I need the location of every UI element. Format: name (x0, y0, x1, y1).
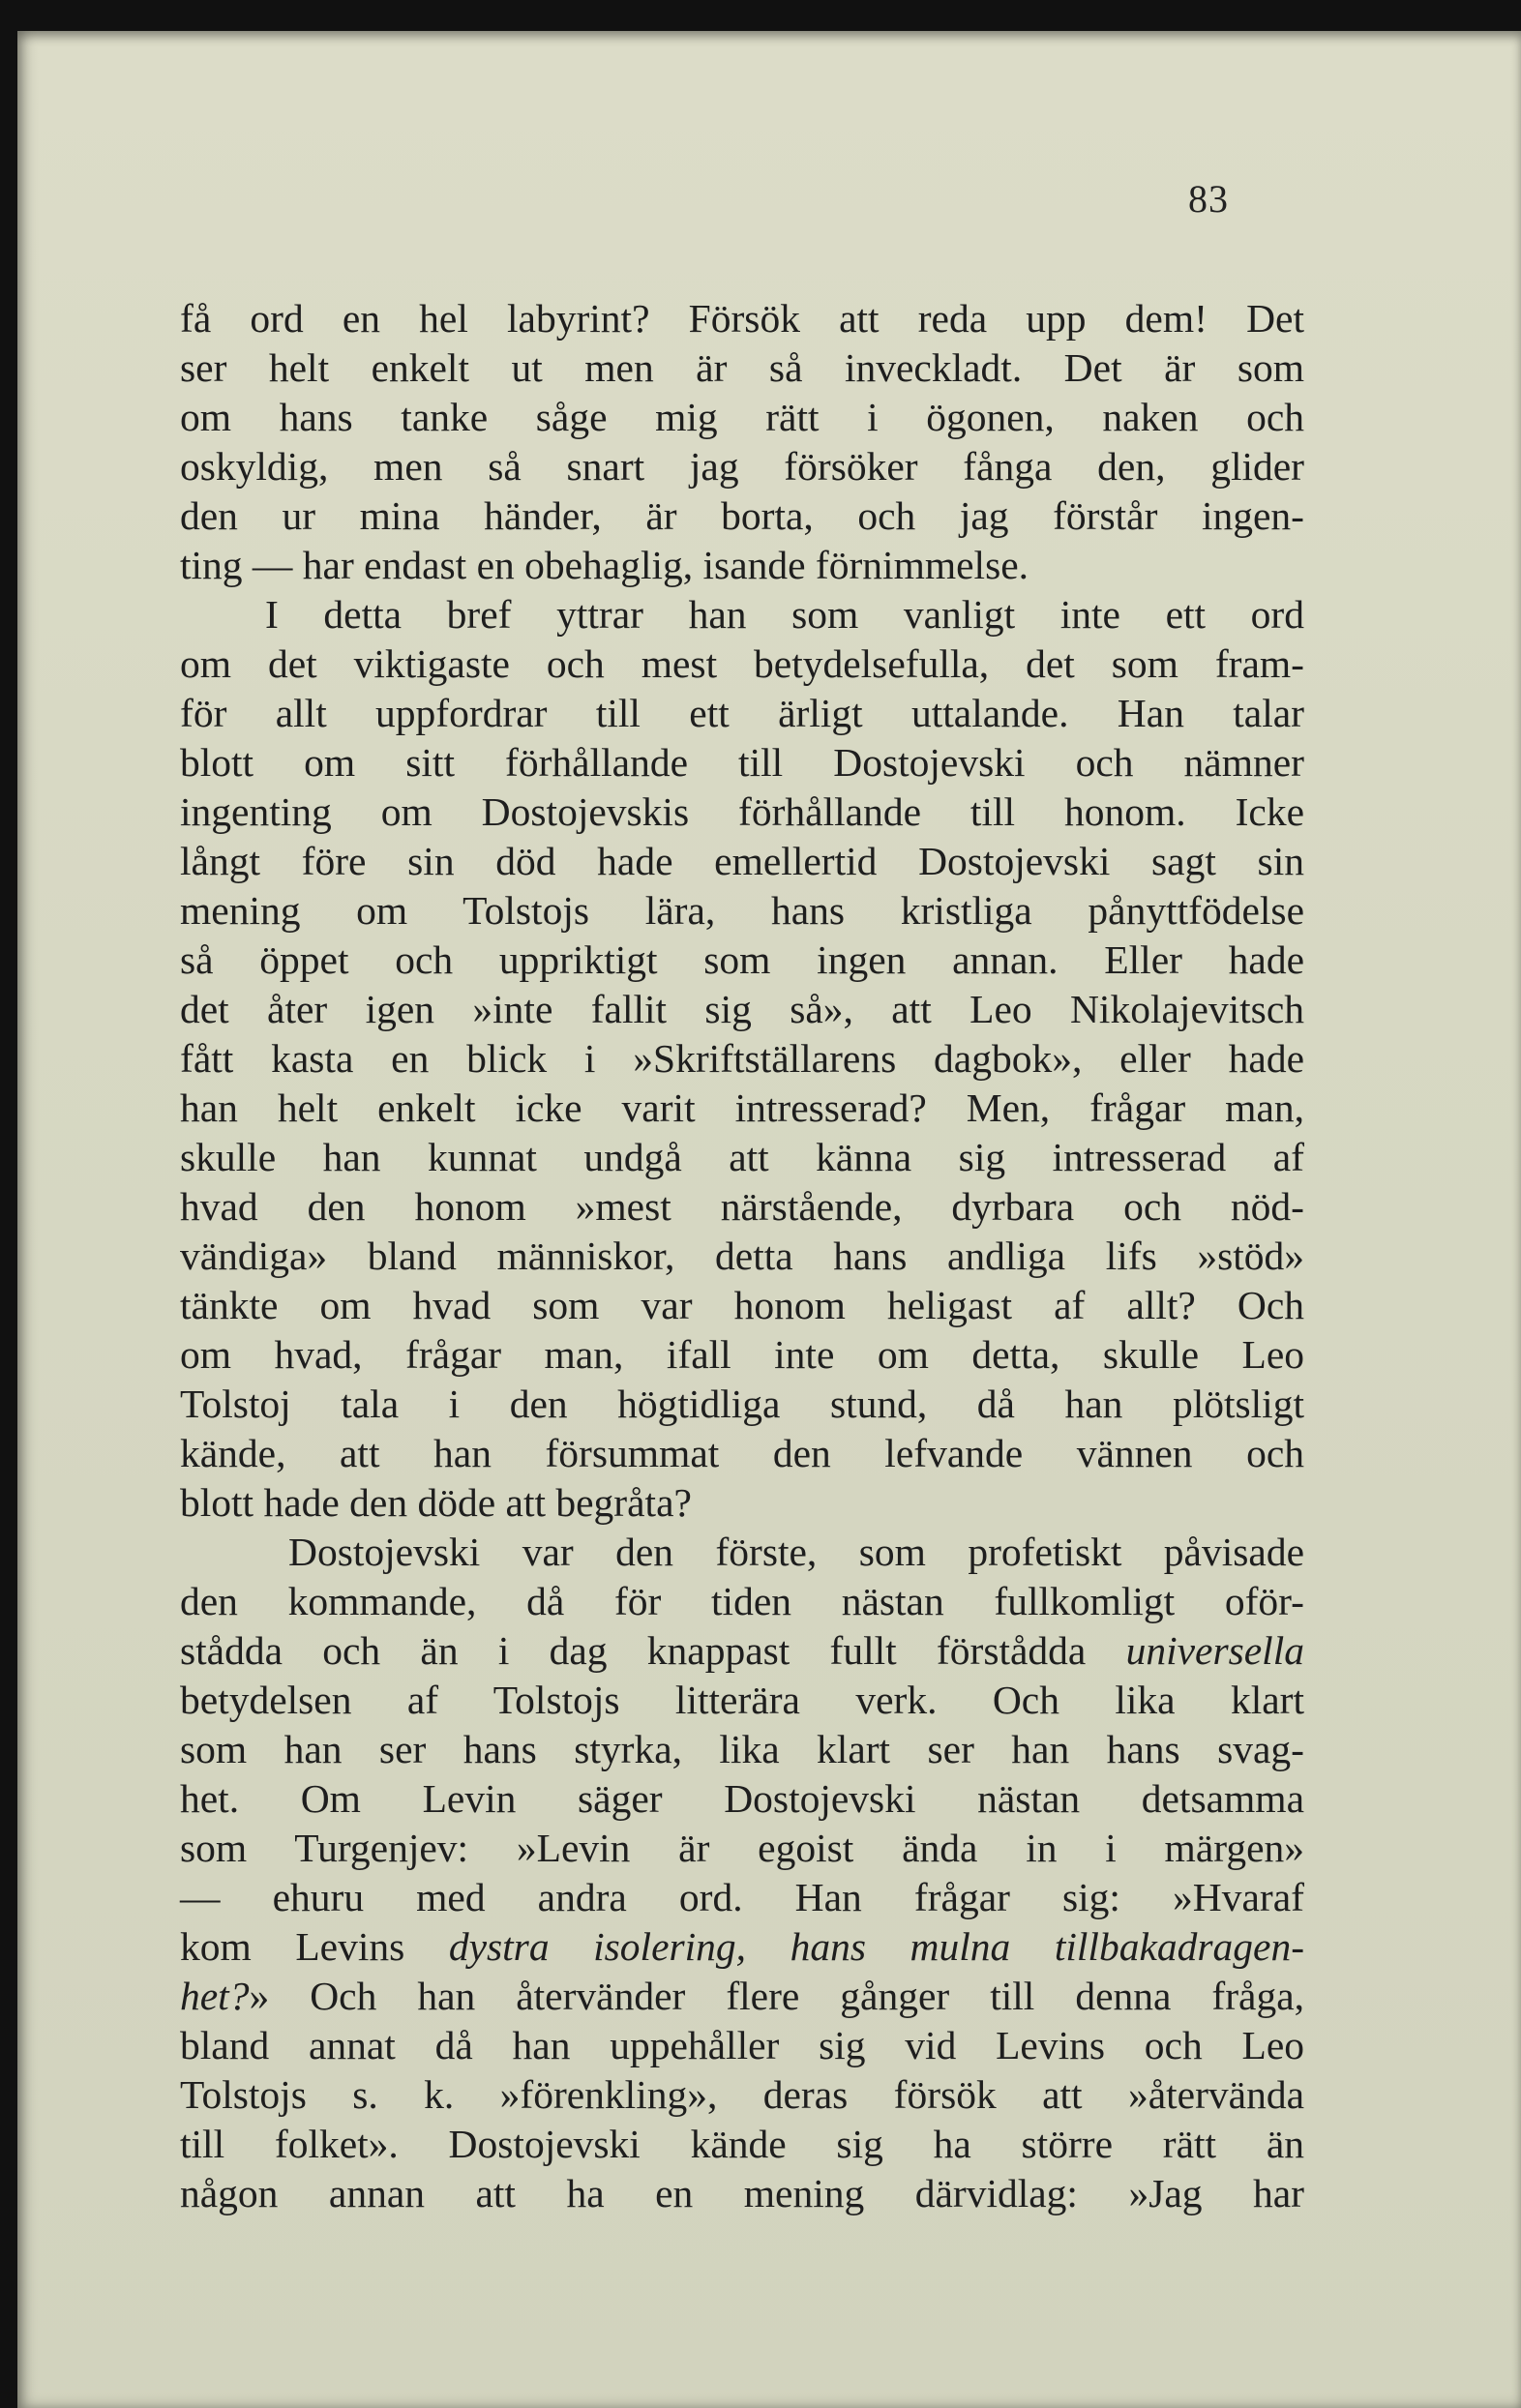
body-text (180, 294, 1304, 2218)
page-number: 83 (1188, 177, 1229, 221)
text-line: fått kasta en blick i »Skriftställarens dagbok», eller hade (180, 1036, 1304, 1081)
text-line: I detta bref yttrar han som vanligt inte ett ord (265, 592, 1304, 637)
text-line: så öppet och uppriktigt som ingen annan. Eller hade (180, 937, 1304, 982)
text-line: mening om Tolstojs lära, hans kristliga pånyttfödelse (180, 888, 1304, 933)
book-page (17, 31, 1521, 2408)
text-line: Tolstoj tala i den högtidliga stund, då han plötsligt (180, 1382, 1304, 1426)
text-line: till folket». Dostojevski kände sig ha större rätt än (180, 2122, 1304, 2166)
text-line: Dostojevski var den förste, som profetiskt påvisade (288, 1530, 1304, 1574)
text-line: Tolstojs s. k. »förenkling», deras försök att »återvända (180, 2072, 1304, 2117)
text-segment: » Och han återvänder flere gånger till denna fråga, (249, 1974, 1304, 2018)
text-line: blott hade den döde att begråta? (180, 1480, 692, 1525)
text-line: vändiga» bland människor, detta hans andliga lifs »stöd» (180, 1234, 1304, 1278)
text-line: den ur mina händer, är borta, och jag förstår ingen- (180, 493, 1304, 538)
text-line: betydelsen af Tolstojs litterära verk. Och lika klart (180, 1678, 1304, 1722)
text-line: om hvad, frågar man, ifall inte om detta, skulle Leo (180, 1332, 1304, 1377)
text-line: få ord en hel labyrint? Försök att reda upp dem! Det (180, 296, 1304, 341)
text-segment: stådda och än i dag knappast fullt förstådda (180, 1628, 1087, 1673)
text-line: han helt enkelt icke varit intresserad? Men, frågar man, (180, 1085, 1304, 1130)
text-line: kände, att han försummat den lefvande vännen och (180, 1431, 1304, 1475)
text-line: långt före sin död hade emellertid Dostojevski sagt sin (180, 839, 1304, 883)
text-line: tänkte om hvad som var honom heligast af allt? Och (180, 1283, 1304, 1327)
text-line: hvad den honom »mest närstående, dyrbara och nöd- (180, 1184, 1304, 1229)
text-line: — ehuru med andra ord. Han frågar sig: »Hvaraf (180, 1875, 1304, 1919)
text-line: ting — har endast en obehaglig, isande förnimmelse. (180, 543, 1029, 587)
text-line: den kommande, då för tiden nästan fullkomligt oför- (180, 1579, 1304, 1623)
italic-text: universella (1125, 1628, 1304, 1673)
text-line: ser helt enkelt ut men är så inveckladt. Det är som (180, 345, 1304, 390)
text-line (180, 1922, 1304, 1972)
text-line (180, 1972, 1304, 2021)
text-line: bland annat då han uppehåller sig vid Levins och Leo (180, 2023, 1304, 2067)
italic-text: het? (180, 1974, 250, 2018)
text-line: skulle han kunnat undgå att känna sig intresserad af (180, 1135, 1304, 1179)
text-line: om hans tanke såge mig rätt i ögonen, naken och (180, 395, 1304, 439)
text-line: het. Om Levin säger Dostojevski nästan detsamma (180, 1776, 1304, 1821)
text-line: blott om sitt förhållande till Dostojevski och nämner (180, 740, 1304, 785)
text-line: det åter igen »inte fallit sig så», att Leo Nikolajevitsch (180, 987, 1304, 1031)
italic-text: dystra isolering, hans mulna tillbakadragen- (448, 1924, 1305, 1969)
text-line: någon annan att ha en mening därvidlag: »Jag har (180, 2171, 1304, 2215)
text-line: oskyldig, men så snart jag försöker fånga den, glider (180, 444, 1304, 489)
text-segment: kom Levins (180, 1924, 405, 1969)
text-line (180, 1626, 1304, 1676)
text-line: för allt uppfordrar till ett ärligt uttalande. Han talar (180, 691, 1304, 735)
text-line: om det viktigaste och mest betydelsefulla, det som fram- (180, 641, 1304, 686)
text-line: som han ser hans styrka, lika klart ser han hans svag- (180, 1727, 1304, 1771)
text-line: ingenting om Dostojevskis förhållande till honom. Icke (180, 789, 1304, 834)
text-line: som Turgenjev: »Levin är egoist ända in i märgen» (180, 1826, 1304, 1870)
